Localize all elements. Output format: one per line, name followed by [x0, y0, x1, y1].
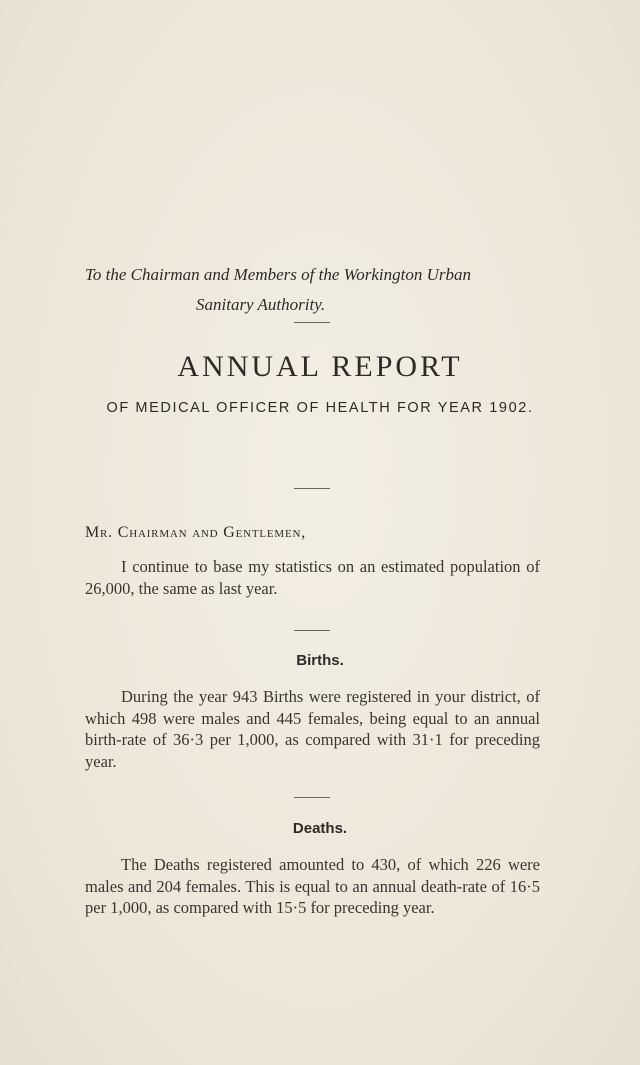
deaths-paragraph	[85, 854, 540, 919]
divider-rule-2	[294, 488, 330, 489]
report-title: ANNUAL REPORT	[177, 350, 463, 383]
intro-paragraph	[85, 556, 540, 599]
salutation: Mr. Chairman and Gentlemen,	[85, 524, 307, 541]
divider-rule-3	[294, 630, 330, 631]
divider-rule-1	[294, 322, 330, 323]
births-paragraph	[85, 686, 540, 772]
divider-rule-4	[294, 797, 330, 798]
report-subtitle: OF MEDICAL OFFICER OF HEALTH FOR YEAR 1902.	[106, 400, 534, 416]
deaths-text: The Deaths registered amounted to 430, of which 226 were males and 204 females. This is equal to an annual death-rate of 16·5 per 1,000, as compared with 15·5 for preceding year.	[85, 855, 540, 917]
intro-text: I continue to base my statistics on an estimated population of 26,000, the same as last year.	[85, 557, 540, 598]
address-line-1: To the Chairman and Members of the Workington Urban	[85, 265, 471, 284]
deaths-heading: Deaths.	[292, 820, 348, 837]
births-text: During the year 943 Births were registered in your district, of which 498 were males and 445 females, being equal to an annual birth-rate of 36·3 per 1,000, as compared with 31·1 for preceding year.	[85, 687, 540, 771]
address-line-2: Sanitary Authority.	[196, 295, 326, 314]
births-heading: Births.	[296, 652, 344, 669]
